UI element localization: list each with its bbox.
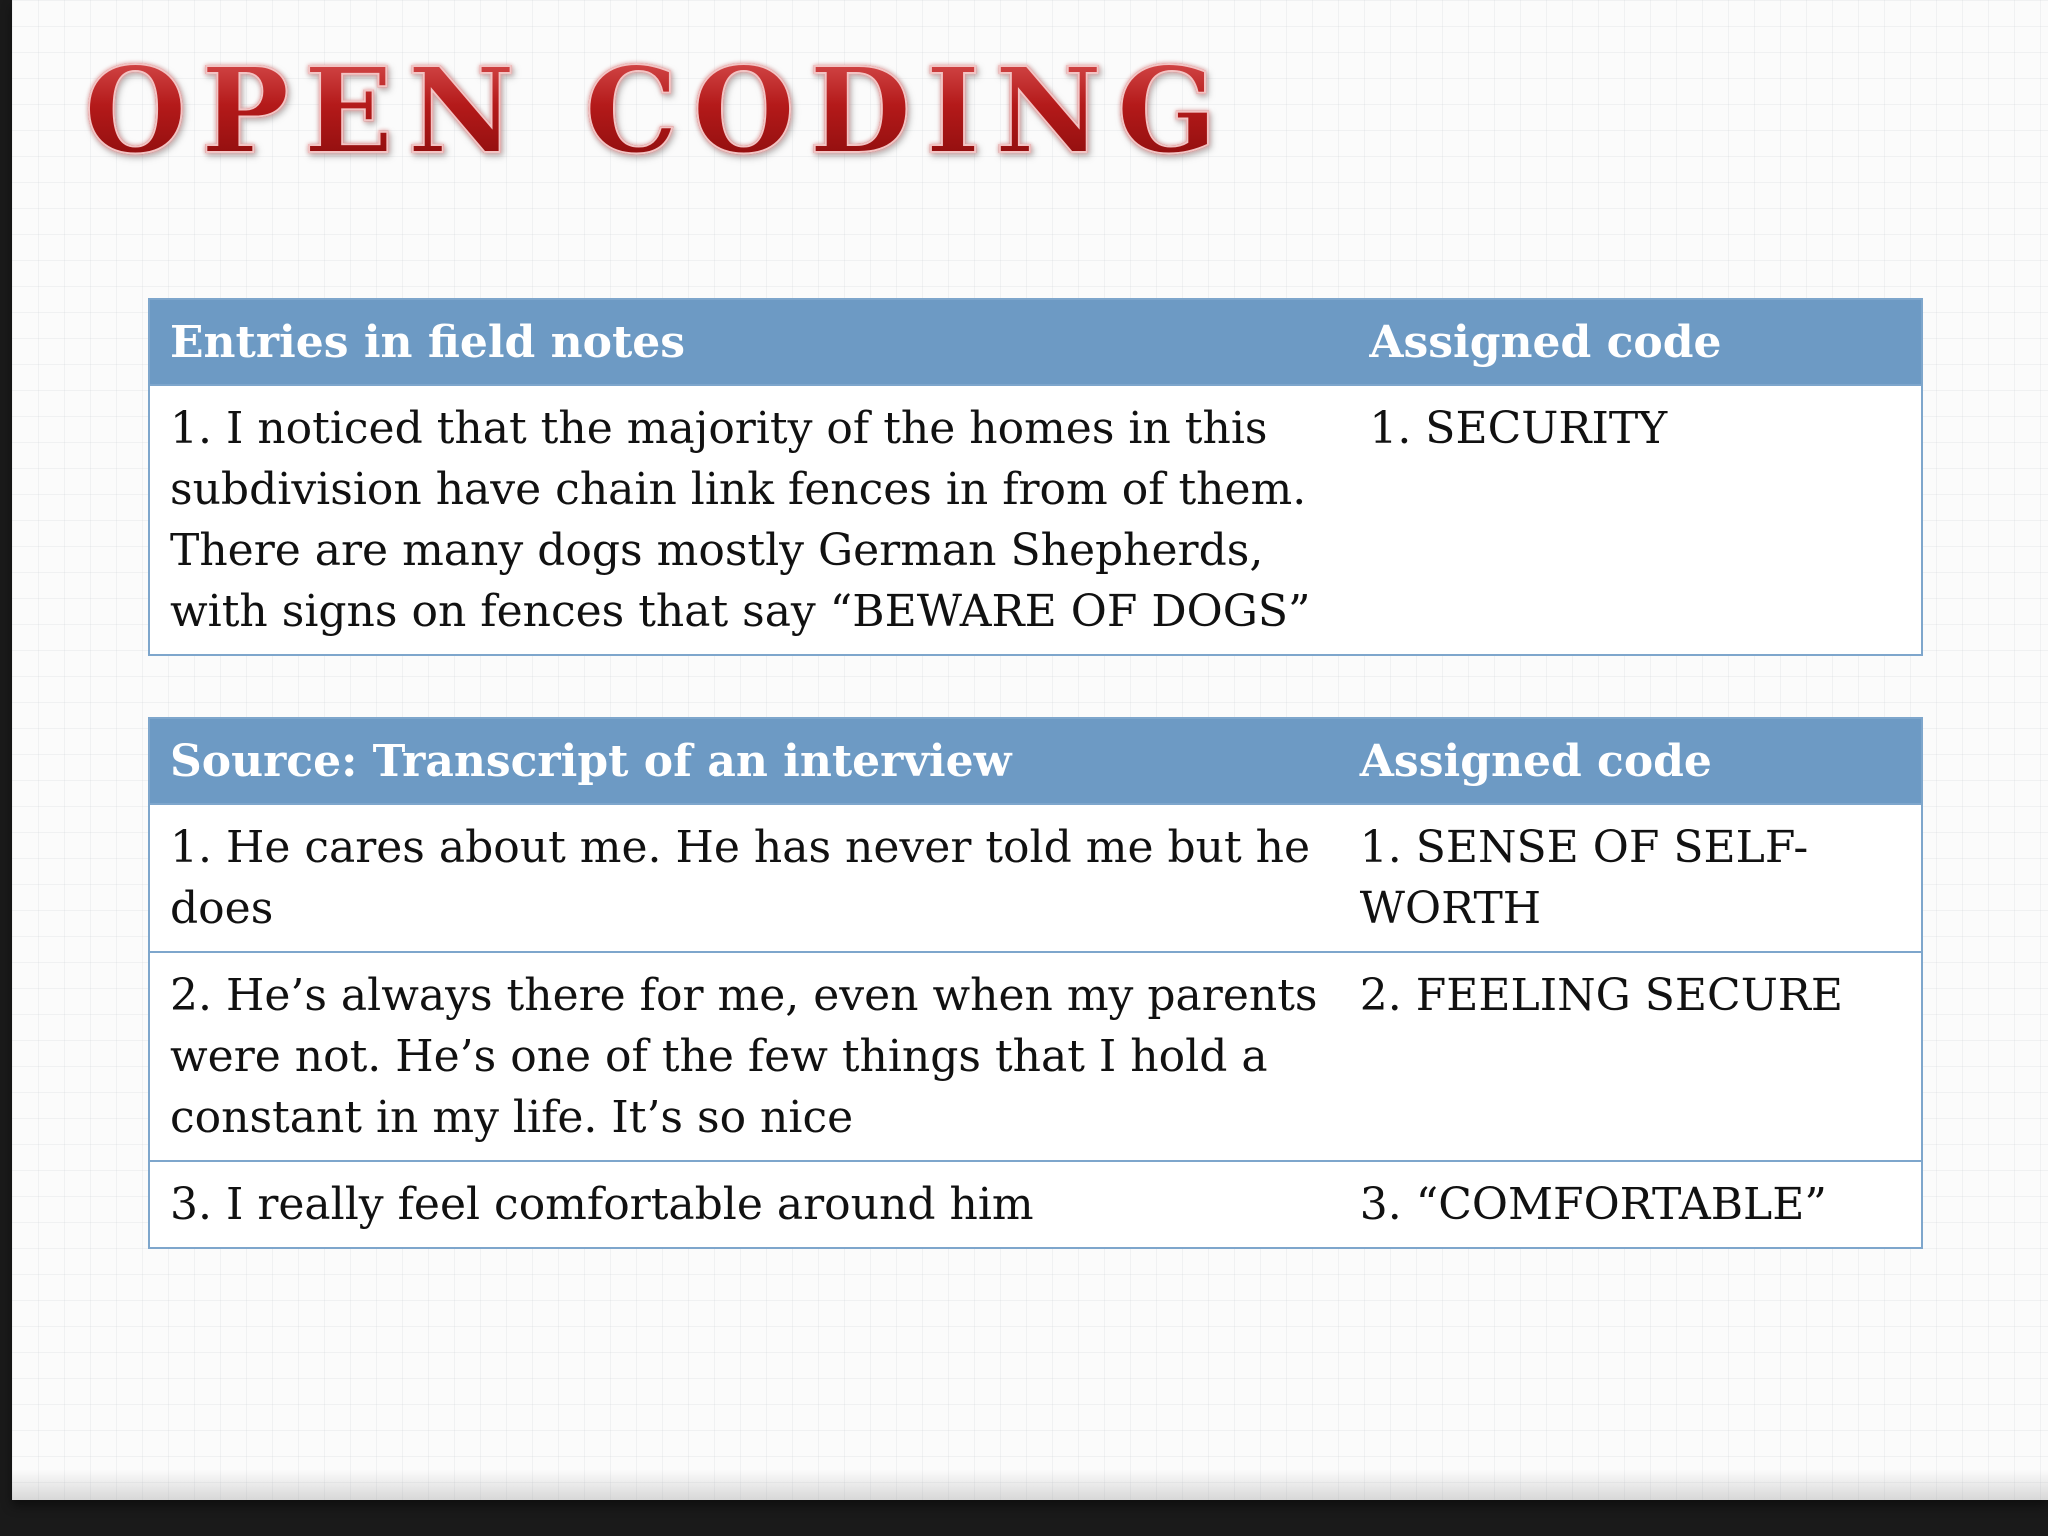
field-note-entry: 1. I noticed that the majority of the homes in this subdivision have chain link fences in from of them. There are many dogs mostly German Shepherds, with signs on fences that say “BEWARE OF DOGS” (149, 385, 1349, 655)
assigned-code: 1. SENSE OF SELF-WORTH (1340, 804, 1922, 952)
table-row (149, 1161, 1922, 1248)
interview-entry: 2. He’s always there for me, even when my parents were not. He’s one of the few things that I hold a constant in my life. It’s so nice (149, 952, 1340, 1161)
assigned-code: 3. “COMFORTABLE” (1340, 1161, 1922, 1248)
interview-entry: 3. I really feel comfortable around him (149, 1161, 1340, 1248)
header-assigned-code: Assigned code (1349, 299, 1922, 385)
table-header-row (149, 299, 1922, 385)
interview-entry: 1. He cares about me. He has never told me but he does (149, 804, 1340, 952)
table-row (149, 804, 1922, 952)
table-header-row (149, 718, 1922, 804)
slide-title: OPEN CODING (84, 41, 1232, 180)
header-assigned-code: Assigned code (1340, 718, 1922, 804)
field-notes-table (148, 298, 1923, 656)
header-entries: Entries in field notes (149, 299, 1349, 385)
slide-bottom-shadow (12, 1470, 2048, 1500)
assigned-code: 1. SECURITY (1349, 385, 1922, 655)
table-row (149, 952, 1922, 1161)
assigned-code: 2. FEELING SECURE (1340, 952, 1922, 1161)
interview-table (148, 717, 1923, 1249)
table-row (149, 385, 1922, 655)
header-source: Source: Transcript of an interview (149, 718, 1340, 804)
slide (12, 0, 2048, 1500)
